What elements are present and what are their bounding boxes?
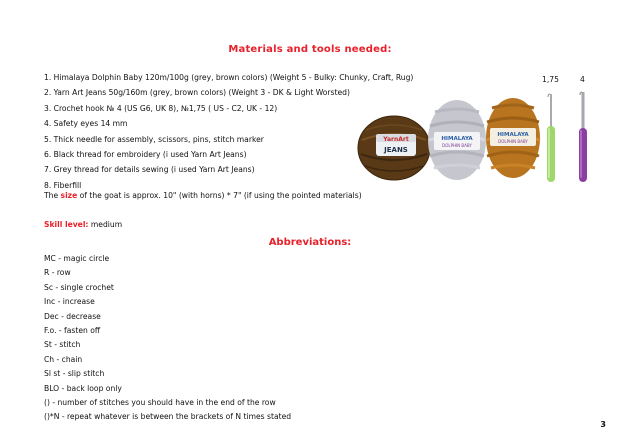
page-number: 3 (600, 420, 606, 429)
list-item: 6. Black thread for embroidery (i used Yarn Art Jeans) (44, 150, 247, 160)
list-item: 5. Thick needle for assembly, scissors, pins, stitch marker (44, 134, 264, 144)
skill-level-label: Skill level: (44, 220, 89, 229)
list-item: St - stitch (44, 340, 81, 350)
yarnart-jeans-ball-image (356, 110, 432, 186)
list-item: 7. Grey thread for details sewing (i used Yarn Art Jeans) (44, 165, 255, 175)
abbreviations-title: Abbreviations: (268, 237, 352, 248)
list-item: () - number of stitches you should have in the end of the row (44, 398, 276, 408)
list-item: BLO - back loop only (44, 383, 122, 393)
skill-level-value: medium (88, 220, 123, 229)
yarnart-brand-label: YarnArt (383, 136, 409, 143)
list-item: 8. Fiberfill (44, 180, 82, 190)
list-item: 1. Himalaya Dolphin Baby 120m/100g (grey, brown colors) (Weight 5 - Bulky: Chunky, Craft, Rug) (44, 73, 414, 82)
himalaya-gold-ball-image (484, 96, 542, 180)
hook-size-label-large: 4 (580, 75, 585, 84)
list-item: 2. Yarn Art Jeans 50g/160m (grey, brown colors) (Weight 3 - DK & Light Worsted) (44, 88, 350, 98)
dolphin-baby-label: DOLPHIN BABY (498, 139, 528, 144)
abbreviations-list (44, 252, 291, 425)
jeans-label: JEANS (384, 146, 408, 154)
list-item: R - row (44, 268, 71, 278)
size-note-after: of the goat is approx. 10" (with horns) * 7" (if using the pointed materials) (77, 191, 362, 200)
himalaya-brand-label: HIMALAYA (497, 132, 529, 138)
size-note (44, 191, 362, 200)
hook-size-label-small: 1,75 (542, 75, 559, 84)
list-item: Sc - single crochet (44, 282, 114, 292)
himalaya-brand-label: HIMALAYA (441, 136, 473, 142)
list-item: MC - magic circle (44, 254, 110, 263)
green-crochet-hook-image (540, 92, 562, 186)
dolphin-baby-label: DOLPHIN BABY (442, 143, 472, 148)
skill-level (44, 220, 122, 229)
purple-crochet-hook-image (572, 90, 594, 186)
list-item: Sl st - slip stitch (44, 369, 105, 379)
size-note-before: The (44, 191, 61, 200)
list-item: Dec - decrease (44, 311, 101, 321)
list-item: Ch - chain (44, 354, 83, 364)
himalaya-grey-ball-image (426, 98, 488, 182)
size-highlight: size (60, 191, 78, 200)
list-item: Inc - increase (44, 297, 95, 307)
materials-title: Materials and tools needed: (228, 44, 392, 55)
list-item: F.o. - fasten off (44, 326, 101, 336)
list-item: 3. Crochet hook № 4 (US G6, UK 8), №1,75 ( US - C2, UK - 12) (44, 103, 278, 113)
list-item: 4. Safety eyes 14 mm (44, 119, 128, 129)
list-item: ()*N - repeat whatever is between the brackets of N times stated (44, 412, 292, 422)
